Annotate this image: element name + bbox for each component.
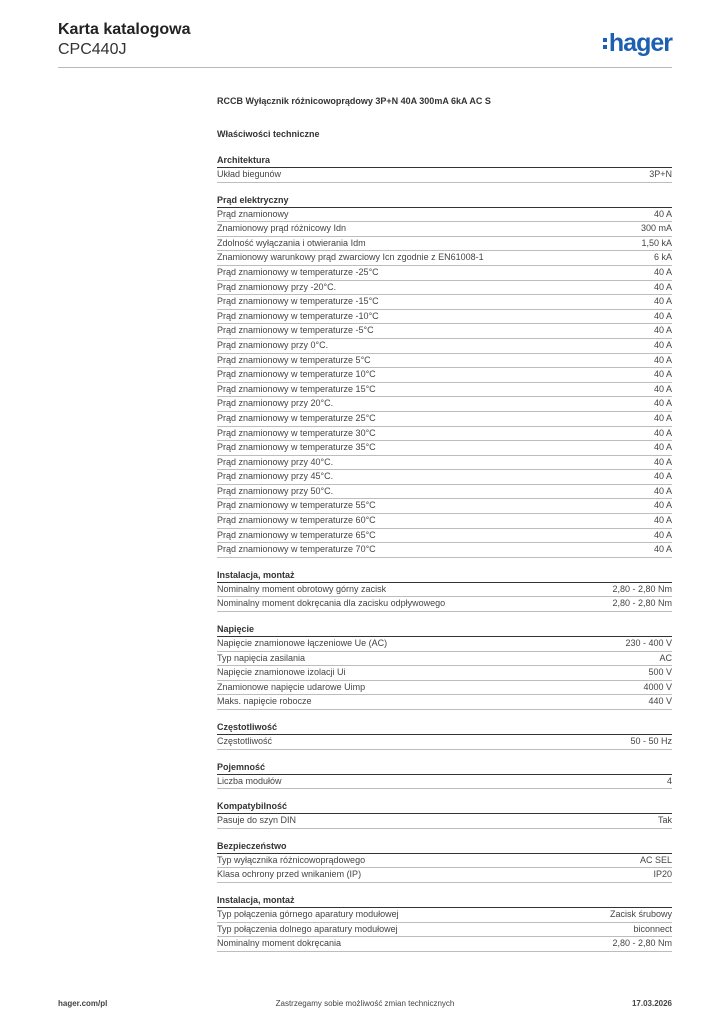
spec-label: Częstotliwość [217, 736, 273, 746]
spec-row [217, 266, 672, 281]
spec-label: Prąd znamionowy w temperaturze 15°C [217, 383, 376, 394]
spec-value: 2,80 - 2,80 Nm [612, 598, 672, 609]
footer-disclaimer: Zastrzegamy sobie możliwość zmian technicznych [275, 999, 455, 1008]
spec-row [217, 597, 672, 612]
spec-value: 40 A [653, 456, 672, 467]
spec-value: 500 V [648, 667, 672, 678]
spec-value: AC [659, 652, 672, 663]
spec-value: 40 A [653, 515, 672, 526]
spec-label: Znamionowy warunkowy prąd zwarciowy Icn zgodnie z EN61008-1 [217, 252, 484, 263]
page-title: Karta katalogowa [58, 21, 191, 38]
spec-value: 40 A [653, 544, 672, 555]
spec-row [217, 908, 672, 923]
spec-label: Typ wyłącznika różnicowoprądowego [217, 854, 366, 865]
spec-value: 40 A [653, 398, 672, 409]
spec-row [217, 681, 672, 696]
spec-label: Prąd znamionowy przy -20°C. [217, 281, 337, 292]
spec-row [217, 251, 672, 266]
spec-row [217, 368, 672, 383]
spec-value: 40 A [653, 208, 672, 219]
logo-colon-icon [603, 38, 607, 49]
spec-label: Prąd znamionowy przy 45°C. [217, 471, 334, 482]
group-title: Pojemność [217, 761, 672, 775]
spec-value: 40 A [653, 296, 672, 307]
spec-sheet [217, 96, 672, 952]
spec-row [217, 543, 672, 558]
spec-label: Nominalny moment obrotowy górny zacisk [217, 583, 387, 594]
spec-label: Prąd znamionowy w temperaturze 60°C [217, 515, 376, 526]
spec-row [217, 339, 672, 354]
spec-label: Napięcie znamionowe łączeniowe Ue (AC) [217, 638, 388, 649]
spec-label: Prąd znamionowy w temperaturze 30°C [217, 427, 376, 438]
spec-label: Prąd znamionowy [217, 208, 289, 219]
spec-label: Zdolność wyłączania i otwierania Idm [217, 237, 366, 248]
spec-value: Tak [657, 815, 672, 826]
spec-label: Prąd znamionowy w temperaturze 35°C [217, 442, 376, 453]
group-title: Bezpieczeństwo [217, 840, 672, 854]
spec-row [217, 514, 672, 529]
spec-label: Prąd znamionowy w temperaturze -25°C [217, 266, 379, 277]
spec-label: Nominalny moment dokręcania [217, 938, 342, 949]
spec-label: Prąd znamionowy w temperaturze 70°C [217, 544, 376, 555]
spec-row [217, 427, 672, 442]
spec-value: 300 mA [640, 223, 672, 234]
spec-label: Prąd znamionowy przy 0°C. [217, 339, 329, 350]
spec-value: 3P+N [649, 169, 672, 179]
spec-value: 40 A [653, 427, 672, 438]
spec-value: 40 A [653, 266, 672, 277]
spec-value: 40 A [653, 354, 672, 365]
spec-label: Znamionowy prąd różnicowy Idn [217, 223, 347, 234]
spec-row [217, 637, 672, 652]
logo-text: hager [608, 29, 672, 57]
page-header [58, 20, 672, 66]
spec-value: 40 A [653, 529, 672, 540]
spec-row [217, 666, 672, 681]
spec-row [217, 854, 672, 869]
spec-value: 40 A [653, 281, 672, 292]
footer-website: hager.com/pl [58, 999, 108, 1008]
spec-row [217, 868, 672, 883]
spec-value: 4 [666, 775, 672, 786]
spec-label: Prąd znamionowy w temperaturze 25°C [217, 412, 376, 423]
spec-row [217, 937, 672, 952]
spec-value: Zacisk śrubowy [609, 908, 672, 919]
spec-row [217, 814, 672, 829]
spec-row [217, 324, 672, 339]
spec-row [217, 583, 672, 598]
spec-value: 2,80 - 2,80 Nm [612, 583, 672, 594]
spec-value: 40 A [653, 485, 672, 496]
spec-label: Układ biegunów [217, 169, 282, 179]
spec-row [217, 295, 672, 310]
group-title: Kompatybilność [217, 800, 672, 814]
product-code: CPC440J [58, 41, 127, 58]
spec-label: Prąd znamionowy w temperaturze -5°C [217, 325, 374, 336]
spec-value: 6 kA [653, 252, 672, 263]
spec-value: 40 A [653, 412, 672, 423]
spec-value: 440 V [648, 696, 672, 707]
spec-row [217, 923, 672, 938]
spec-row [217, 222, 672, 237]
spec-row [217, 695, 672, 710]
spec-label: Prąd znamionowy przy 50°C. [217, 485, 334, 496]
spec-row [217, 485, 672, 500]
spec-label: Prąd znamionowy w temperaturze -15°C [217, 296, 379, 307]
spec-value: 40 A [653, 383, 672, 394]
spec-value: 40 A [653, 471, 672, 482]
spec-label: Typ połączenia dolnego aparatury modułowej [217, 923, 398, 934]
spec-label: Typ połączenia górnego aparatury modułowej [217, 908, 399, 919]
spec-row [217, 354, 672, 369]
spec-label: Prąd znamionowy w temperaturze 65°C [217, 529, 376, 540]
spec-row [217, 441, 672, 456]
spec-value: biconnect [633, 923, 672, 934]
spec-row [217, 470, 672, 485]
spec-row [217, 775, 672, 790]
group-title: Instalacja, montaż [217, 569, 672, 583]
spec-label: Prąd znamionowy przy 20°C. [217, 398, 334, 409]
spec-value: 40 A [653, 325, 672, 336]
spec-row [217, 499, 672, 514]
spec-value: 40 A [653, 339, 672, 350]
spec-label: Klasa ochrony przed wnikaniem (IP) [217, 869, 362, 880]
hager-logo [603, 28, 672, 58]
spec-row [217, 310, 672, 325]
spec-value: 40 A [653, 369, 672, 380]
header-divider [58, 67, 672, 68]
spec-label: Liczba modułów [217, 775, 282, 786]
spec-row [217, 168, 672, 183]
spec-row [217, 412, 672, 427]
product-title: RCCB Wyłącznik różnicowoprądowy 3P+N 40A 300mA 6kA AC S [217, 96, 491, 106]
spec-row [217, 456, 672, 471]
spec-label: Znamionowe napięcie udarowe Uimp [217, 681, 366, 692]
spec-label: Prąd znamionowy w temperaturze -10°C [217, 310, 379, 321]
spec-value: IP20 [653, 869, 672, 880]
spec-value: 50 - 50 Hz [630, 736, 672, 746]
spec-value: AC SEL [639, 854, 672, 865]
spec-value: 2,80 - 2,80 Nm [612, 938, 672, 949]
spec-value: 40 A [653, 500, 672, 511]
spec-label: Prąd znamionowy w temperaturze 5°C [217, 354, 371, 365]
spec-value: 230 - 400 V [625, 638, 672, 649]
spec-label: Prąd znamionowy przy 40°C. [217, 456, 334, 467]
spec-value: 1,50 kA [641, 237, 672, 248]
spec-label: Napięcie znamionowe izolacji Ui [217, 667, 346, 678]
spec-groups [217, 154, 672, 952]
spec-row [217, 652, 672, 667]
spec-label: Typ napięcia zasilania [217, 652, 306, 663]
spec-value: 4000 V [643, 681, 672, 692]
group-title: Częstotliwość [217, 721, 672, 735]
spec-value: 40 A [653, 310, 672, 321]
spec-label: Prąd znamionowy w temperaturze 55°C [217, 500, 376, 511]
spec-row [217, 735, 672, 750]
spec-value: 40 A [653, 442, 672, 453]
spec-label: Pasuje do szyn DIN [217, 815, 297, 826]
group-title: Napięcie [217, 623, 672, 637]
section-heading: Właściwości techniczne [217, 129, 320, 139]
spec-label: Nominalny moment dokręcania dla zacisku odpływowego [217, 598, 446, 609]
spec-row [217, 529, 672, 544]
spec-row [217, 208, 672, 223]
spec-row [217, 237, 672, 252]
group-title: Prąd elektryczny [217, 194, 672, 208]
spec-label: Prąd znamionowy w temperaturze 10°C [217, 369, 376, 380]
spec-row [217, 397, 672, 412]
group-title: Instalacja, montaż [217, 894, 672, 908]
spec-row [217, 281, 672, 296]
group-title: Architektura [217, 154, 672, 168]
footer-date: 17.03.2026 [631, 999, 672, 1008]
spec-label: Maks. napięcie robocze [217, 696, 312, 707]
spec-row [217, 383, 672, 398]
